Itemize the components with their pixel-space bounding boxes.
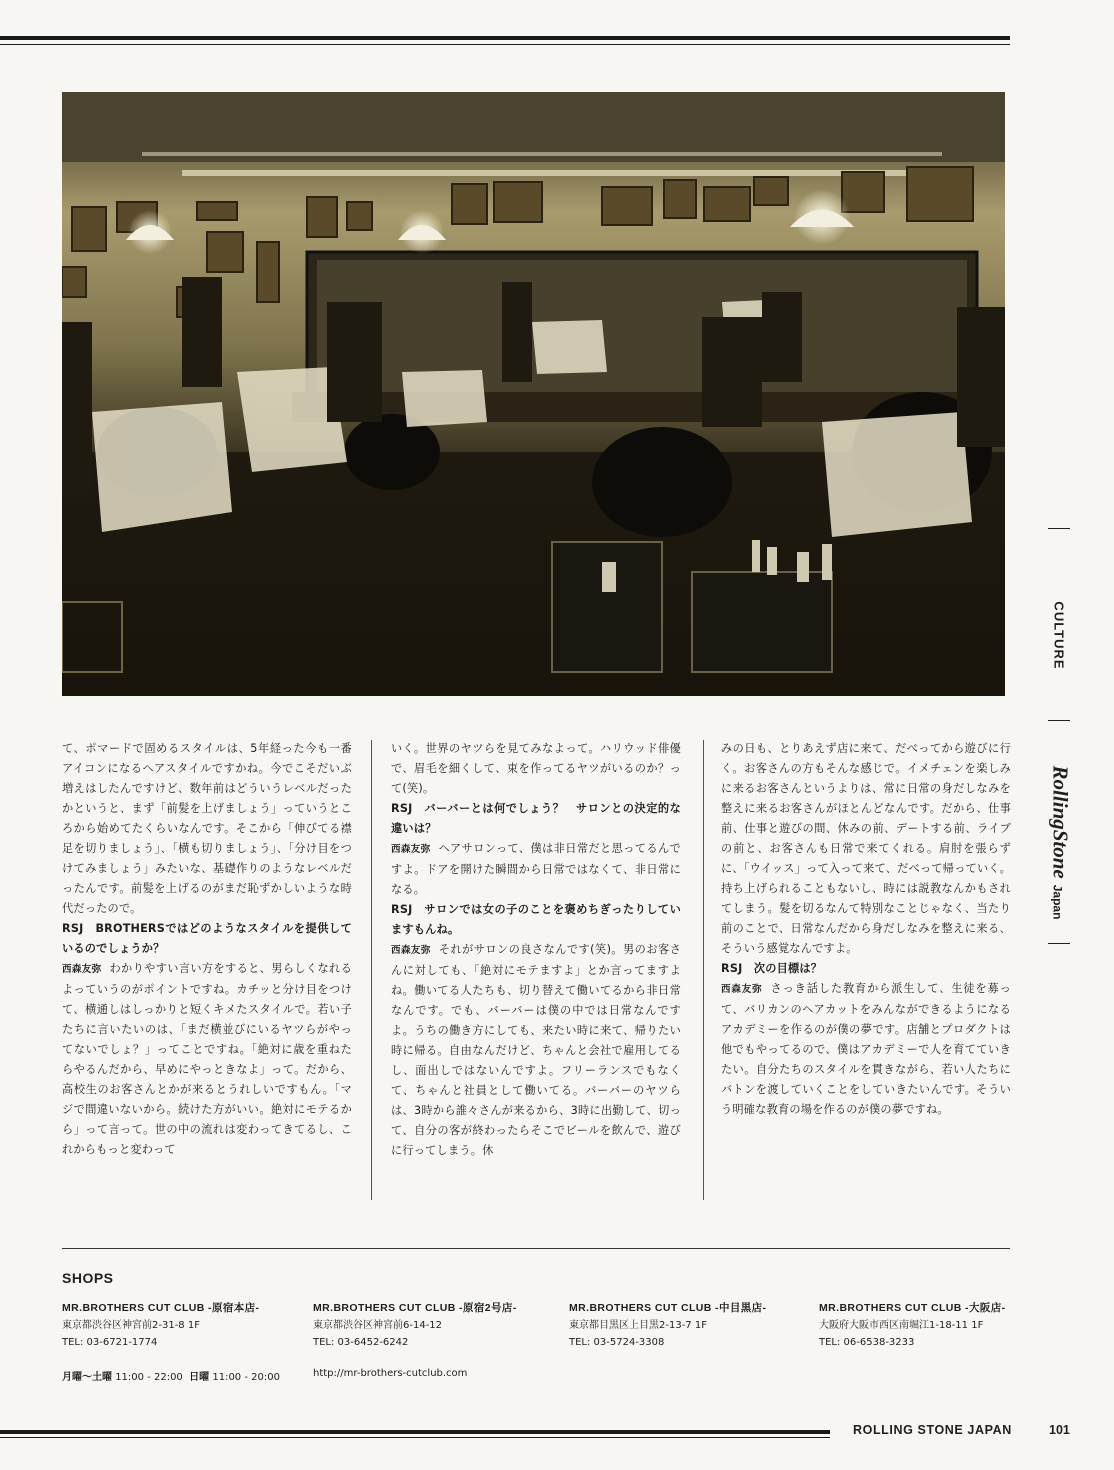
top-rule-thin — [0, 44, 1010, 45]
body-paragraph: いく。世界のヤツらを見てみなよって。ハリウッド俳優で、眉毛を細くして、束を作ってるヤツがいるのか？って(笑)。 — [391, 742, 681, 795]
sunday-hours: 11:00 - 20:00 — [212, 1372, 280, 1383]
shop-harajuku-2 — [313, 1300, 563, 1351]
interview-answer — [391, 839, 681, 900]
article-column-2 — [391, 739, 681, 1161]
answer-text: さっき話した教育から派生して、生徒を募って、バリカンのヘアカットをみんなができるようになるアカデミーを作るのが僕の夢です。店舗とプロダクトは他でもやってるので、僕はアカデミーで人を育てていきたい。自分たちのスタイルを貫きながら、若い人たちにバトンを渡していくことをしていきたいんです。そういう明確な教育の場を作るのが僕の夢ですね。 — [721, 982, 1011, 1116]
sunday-label: 日曜 — [189, 1372, 210, 1383]
interview-question: RSJ BROTHERSではどのようなスタイルを提供しているのでしょうか？ — [62, 922, 352, 955]
rolling-stone-logo — [1040, 760, 1080, 925]
interview-question: RSJ サロンでは女の子のことを褒めちぎったりしていますもんね。 — [391, 903, 681, 936]
shop-name: MR.BROTHERS CUT CLUB -大阪店- — [819, 1302, 1006, 1314]
shops-heading: SHOPS — [62, 1270, 114, 1286]
page-number: 101 — [1049, 1423, 1070, 1437]
article-column-3 — [721, 739, 1011, 1120]
logo-wordmark: RollingStone — [1048, 765, 1073, 879]
weekday-label: 月曜～土曜 — [62, 1372, 112, 1383]
column-divider — [371, 740, 372, 1200]
shop-name: MR.BROTHERS CUT CLUB -原宿2号店- — [313, 1302, 517, 1314]
answer-text: それがサロンの良さなんです(笑)。男のお客さんに対しても、「絶対にモテますよ」とか言ってますよね。働いてる人たちも、切り替えて働いてるから非日常なんです。でも、バーバーは僕の中では日常なんですよ。うちの働き方にしても、来たい時に来て、帰りたい時に帰る。自由なんだけど、ちゃんと会社で雇用してるし、面出しではないんですよ。フリーランスでもなくて、ちゃんと社員として働いてる。バーバーのヤツらは、3時から誰々さんが来るから、3時に出勤して、切って、自分の客が終わったらそこでビールを飲んで、遊びに行ってしまう。休 — [391, 943, 681, 1157]
shop-harajuku-main — [62, 1300, 312, 1351]
footer-rule — [0, 1430, 830, 1434]
website-url: http://mr-brothers-cutclub.com — [313, 1368, 468, 1379]
interview-question: RSJ バーバーとは何でしょう？ サロンとの決定的な違いは？ — [391, 802, 681, 835]
interview-answer — [62, 959, 352, 1160]
speaker-name: 西森友弥 — [62, 964, 102, 975]
shop-tel: TEL: 03-6721-1774 — [62, 1337, 158, 1348]
section-label: CULTURE — [1051, 600, 1067, 670]
logo-japan: Japan — [1050, 884, 1065, 920]
shop-name: MR.BROTHERS CUT CLUB -中目黒店- — [569, 1302, 767, 1314]
top-rule — [0, 36, 1010, 40]
side-rule-middle — [1048, 720, 1070, 721]
business-hours — [62, 1368, 280, 1383]
speaker-name: 西森友弥 — [721, 984, 763, 995]
shop-address: 東京都目黒区上目黒2-13-7 1F — [569, 1320, 707, 1331]
footer-rule-thin — [0, 1437, 830, 1438]
shop-address: 東京都渋谷区神宮前2-31-8 1F — [62, 1320, 200, 1331]
body-paragraph: みの日も、とりあえず店に来て、だべってから遊びに行く。お客さんの方もそんな感じで。イメチェンを楽しみに来るお客さんというよりは、常に日常の身だしなみを整えに来るお客さんがほとんどなんです。だから、仕事前、仕事と遊びの間、休みの前、デートする前、ライブの前と、お客さんも日常で来てくれる。肩肘を張らずに、「ウイッス」って入って来て、だべって帰っていく。持ち上げられることもないし、時には説教なんかもされてしまう。髪を切るなんて特別なことじゃなく、当たり前のことで、日常なんだから身だしなみを整えに来る、そういう感覚なんですよ。 — [721, 742, 1011, 955]
barbershop-photo — [62, 92, 1005, 696]
weekday-hours: 11:00 - 22:00 — [115, 1372, 183, 1383]
speaker-name: 西森友弥 — [391, 844, 431, 855]
shops-divider — [62, 1248, 1010, 1249]
side-rule-top — [1048, 528, 1070, 529]
interview-answer — [721, 979, 1011, 1120]
side-rule-bottom — [1048, 943, 1070, 944]
shop-nakameguro — [569, 1300, 819, 1351]
answer-text: ヘアサロンって、僕は非日常だと思ってるんですよ。ドアを開けた瞬間から日常ではなくて、非日常になる。 — [391, 842, 681, 896]
magazine-name: ROLLING STONE JAPAN — [853, 1423, 1012, 1437]
shop-tel: TEL: 03-6452-6242 — [313, 1337, 409, 1348]
shop-osaka — [819, 1300, 1069, 1351]
shop-tel: TEL: 06-6538-3233 — [819, 1337, 915, 1348]
column-divider — [703, 740, 704, 1200]
article-column-1 — [62, 739, 352, 1160]
shop-tel: TEL: 03-5724-3308 — [569, 1337, 665, 1348]
shop-address: 大阪府大阪市西区南堀江1-18-11 1F — [819, 1320, 984, 1331]
speaker-name: 西森友弥 — [391, 945, 431, 956]
shop-address: 東京都渋谷区神宮前6-14-12 — [313, 1320, 443, 1331]
shop-name: MR.BROTHERS CUT CLUB -原宿本店- — [62, 1302, 260, 1314]
answer-text: わかりやすい言い方をすると、男らしくなれるよっていうのがポイントですね。カチッと分け目をつけて、横通しはしっかりと短くキメたスタイルで。若い子たちに言いたいのは、「まだ横並びにいるヤツらがやってないでしょ？」ってことですね。「絶対に歳を重ねたらやるんだから、早めにやっときなよ」って。だから、高校生のお客さんとかが来るとうれしいですもん。「マジで間違いないから。続けた方がいい。絶対にモテるから」って言って。世の中の流れは変わってきてるし、これからもっと変わって — [62, 962, 352, 1156]
body-paragraph: て、ポマードで固めるスタイルは、5年経った今も一番アイコンになるヘアスタイルですかね。今でこそだいぶ増えはしたんですけど、数年前はどういうレベルだったかというと、まず「前髪を上げましょう」っていうところから始めてたくらいなんです。そこから「伸びてる襟足を切りましょう」、「横も切りましょう」、「分け目をつけてみましょう」みたいな、基礎作りのようなレベルだったんです。前髪を上げるのがまだ恥ずかしいような時代だったので。 — [62, 742, 352, 915]
interview-question: RSJ 次の目標は？ — [721, 962, 823, 975]
interview-answer — [391, 940, 681, 1161]
